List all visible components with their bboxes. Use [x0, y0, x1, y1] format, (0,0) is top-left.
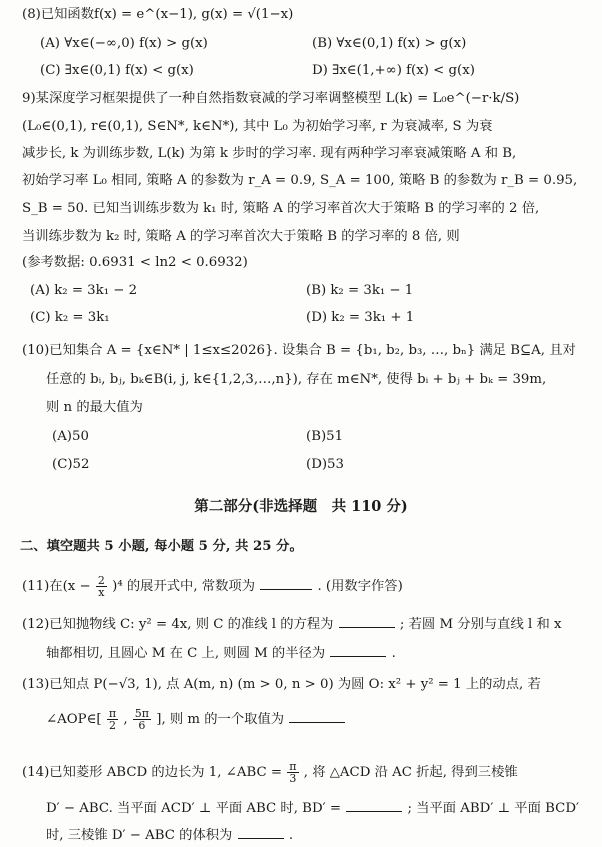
- q8-option-b: (B) ∀x∈(0,1) f(x) > g(x): [312, 36, 467, 51]
- q12-line-2-pre: 轴都相切, 且圆心 M 在 C 上, 则圆 M 的半径为: [46, 646, 326, 661]
- q14-line-3-post: .: [288, 828, 294, 843]
- q11-text-post: )⁴ 的展开式中, 常数项为: [112, 579, 255, 594]
- q12-line-1: [22, 613, 562, 634]
- q11-fraction-numerator: 2: [97, 574, 105, 587]
- q14-bd-length-blank[interactable]: [346, 797, 402, 812]
- q14-fraction: [287, 761, 298, 784]
- q9-line-3: 减步长, k 为训练步数, L(k) 为第 k 步时的学习率. 现有两种学习率衰减策略 A 和 B,: [22, 146, 517, 161]
- q14-line-3: [46, 824, 293, 845]
- q12-directrix-blank[interactable]: [339, 613, 395, 628]
- q14-line-1-post: , 将 △ACD 沿 AC 折起, 得到三棱锥: [303, 765, 518, 780]
- q10-option-c: (C)52: [52, 457, 90, 472]
- q13-line-2-post: ], 则 m 的一个取值为: [156, 712, 285, 727]
- q10-option-b: (B)51: [306, 429, 344, 444]
- q11-fraction: [96, 575, 107, 598]
- q10-line-1: (10)已知集合 A = {x∈N* | 1≤x≤2026}. 设集合 B = {b₁, b₂, b₃, …, bₙ} 满足 B⊆A, 且对: [22, 343, 576, 358]
- q13-fraction-2: [133, 708, 151, 731]
- q11-line: [22, 574, 403, 600]
- q13-line-2: [46, 707, 346, 733]
- q14-line-3-pre: 时, 三棱锥 D′ − ABC 的体积为: [46, 828, 233, 843]
- q10-option-a: (A)50: [52, 429, 89, 444]
- q14-line-2-pre: D′ − ABC. 当平面 ACD′ ⊥ 平面 ABC 时, BD′ =: [46, 801, 341, 816]
- q9-reference-data: (参考数据: 0.6931 < ln2 < 0.6932): [22, 255, 248, 270]
- q8-option-d: D) ∃x∈(1,+∞) f(x) < g(x): [312, 63, 475, 78]
- q9-option-b: (B) k₂ = 3k₁ − 1: [306, 283, 414, 298]
- q14-line-2-post: ; 当平面 ABD′ ⊥ 平面 BCD′: [407, 801, 579, 816]
- q13-fraction-1: [107, 708, 118, 731]
- q13-fraction-2-denominator: 6: [138, 719, 146, 732]
- q14-line-1: [22, 760, 518, 786]
- q11-answer-blank[interactable]: [260, 575, 312, 590]
- part-two-title: 第二部分(非选择题 共 110 分): [194, 498, 408, 515]
- q8-stem: (8)已知函数f(x) = e^(x−1), g(x) = √(1−x): [22, 7, 294, 22]
- q11-text-pre: (11)在(x −: [22, 579, 91, 594]
- q13-fraction-2-numerator: 5π: [134, 707, 150, 720]
- q13-comma: ,: [123, 712, 128, 727]
- q12-line-1-pre: (12)已知抛物线 C: y² = 4x, 则 C 的准线 l 的方程为: [22, 617, 334, 632]
- q13-fraction-1-numerator: π: [108, 707, 117, 720]
- q9-line-1: 9)某深度学习框架提供了一种自然指数衰减的学习率调整模型 L(k) = L₀e^(−r·k/S): [22, 91, 520, 106]
- q9-line-2: (L₀∈(0,1), r∈(0,1), S∈N*, k∈N*), 其中 L₀ 为初始学习率, r 为衰减率, S 为衰: [22, 119, 493, 134]
- fill-in-heading: 二、填空题共 5 小题, 每小题 5 分, 共 25 分。: [20, 539, 303, 554]
- q10-line-3: 则 n 的最大值为: [46, 400, 143, 415]
- q10-option-d: (D)53: [306, 457, 344, 472]
- q13-line-1: (13)已知点 P(−√3, 1), 点 A(m, n) (m > 0, n > 0) 为圆 O: x² + y² = 1 上的动点, 若: [22, 677, 541, 692]
- q11-fraction-denominator: x: [98, 586, 105, 599]
- q8-option-a: (A) ∀x∈(−∞,0) f(x) > g(x): [40, 36, 208, 51]
- q9-line-6: 当训练步数为 k₂ 时, 策略 A 的学习率首次大于策略 B 的学习率的 8 倍, 则: [22, 229, 460, 244]
- q14-line-2: [46, 797, 579, 818]
- q14-volume-blank[interactable]: [238, 824, 284, 839]
- q14-line-1-pre: (14)已知菱形 ABCD 的边长为 1, ∠ABC =: [22, 765, 283, 780]
- q9-option-d: (D) k₂ = 3k₁ + 1: [306, 310, 415, 325]
- q12-radius-blank[interactable]: [330, 642, 386, 657]
- q13-answer-blank[interactable]: [289, 708, 345, 723]
- q9-option-a: (A) k₂ = 3k₁ − 2: [30, 283, 138, 298]
- q9-line-4: 初始学习率 L₀ 相同, 策略 A 的参数为 r_A = 0.9, S_A = 100, 策略 B 的参数为 r_B = 0.95,: [22, 173, 578, 188]
- q11-text-tail: . (用数字作答): [317, 579, 403, 594]
- q8-option-c: (C) ∃x∈(0,1) f(x) < g(x): [40, 63, 194, 78]
- q13-fraction-1-denominator: 2: [108, 719, 116, 732]
- q10-line-2: 任意的 bᵢ, bⱼ, bₖ∈B(i, j, k∈{1,2,3,…,n}), 存在 m∈N*, 使得 bᵢ + bⱼ + bₖ = 39m,: [46, 372, 547, 387]
- q12-line-2-post: .: [391, 646, 396, 661]
- q9-option-c: (C) k₂ = 3k₁: [30, 310, 110, 325]
- q12-line-2: [46, 642, 396, 663]
- q12-line-1-post: ; 若圆 M 分别与直线 l 和 x: [399, 617, 562, 632]
- q9-line-5: S_B = 50. 已知当训练步数为 k₁ 时, 策略 A 的学习率首次大于策略 B 的学习率的 2 倍,: [22, 201, 540, 216]
- q14-fraction-numerator: π: [289, 760, 297, 773]
- q14-fraction-denominator: 3: [289, 772, 297, 785]
- q13-line-2-pre: ∠AOP∈[: [46, 712, 102, 727]
